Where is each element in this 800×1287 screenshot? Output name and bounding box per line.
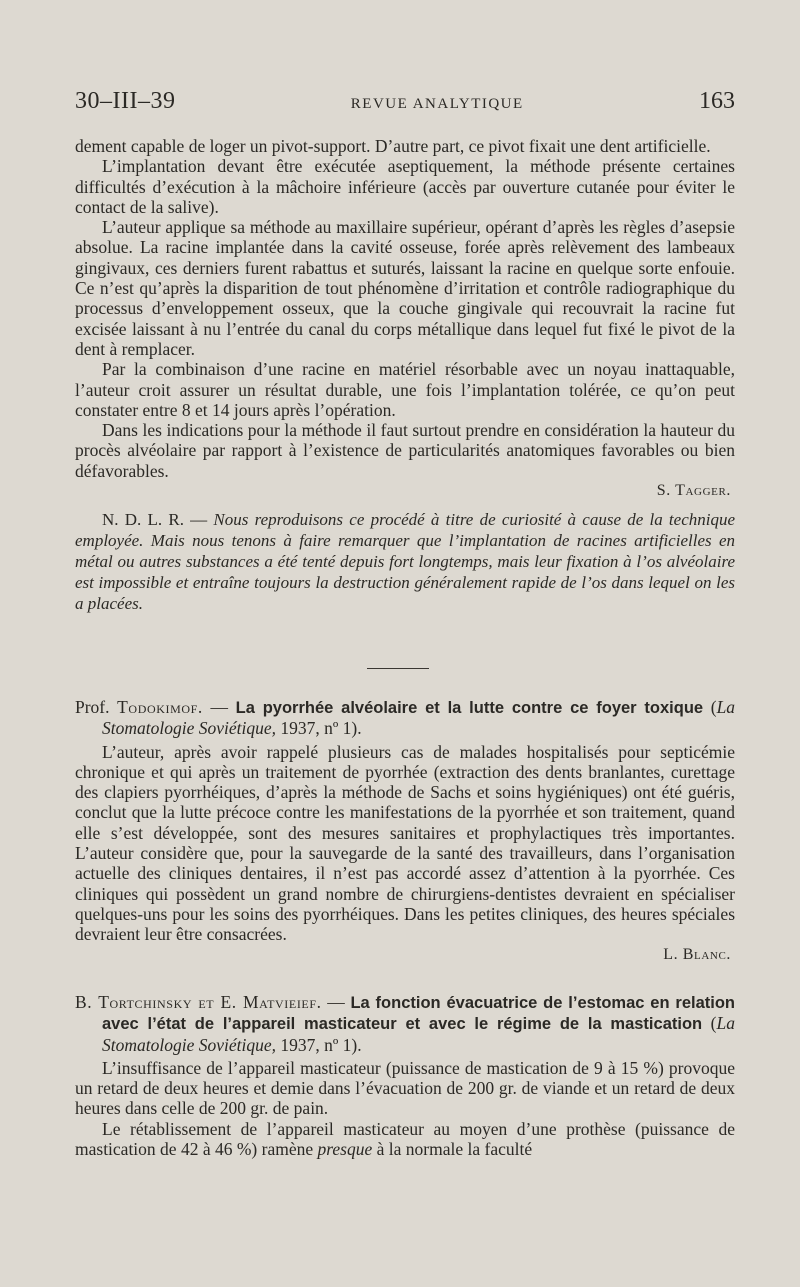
editor-note-label: N. D. L. R. —	[102, 510, 208, 530]
author-prefix: Prof.	[75, 697, 110, 717]
article-title: La pyorrhée alvéolaire et la lutte contre ce foyer toxique	[235, 699, 704, 717]
article-author: Todokimof.	[117, 697, 203, 717]
article-heading: Prof. Todokimof. — La pyorrhée alvéolaire et la lutte contre ce foyer toxique (La Stomatologie Soviétique, 1937, nº 1).	[75, 697, 736, 739]
author-signature: L. Blanc.	[663, 945, 731, 963]
paragraph: Dans les indications pour la méthode il faut surtout prendre en considération la hauteur du procès alvéolaire par rapport à l’existence de particularités anatomiques favorables ou bien défavorables.	[75, 420, 735, 481]
paragraph	[75, 1119, 735, 1160]
article-title: La fonction évacuatrice de l’estomac en relation avec l’état de l’appareil masticateur et avec le régime de la mastication	[102, 994, 736, 1034]
issue-date: 30–III–39	[75, 88, 176, 114]
text-run: à la normale la faculté	[376, 1139, 533, 1160]
journal-ref: 1937, nº 1).	[280, 718, 362, 739]
paragraph: Par la combinaison d’une racine en matériel résorbable avec un noyau inattaquable, l’auteur croit assurer un résultat durable, une fois l’implantation tolérée, ce qu’on peut constater entre 8 et 14 jours après l’opération.	[75, 359, 735, 420]
running-header	[75, 88, 735, 115]
paragraph: L’auteur applique sa méthode au maxillaire supérieur, opérant d’après les règles d’asepsie absolue. La racine implantée dans la cavité osseuse, forée après relèvement des lambeaux gingivaux, ces derniers furent rabattus et suturés, laissant la racine en quelque sorte enfouie. Ce n’est qu’après la disparition de tout phénomène d’irritation et contrôle radiographique du processus d’enveloppement osseux, que la couche gingivale qui recouvrait la racine fut excisée laissant à nu l’entrée du canal du corps métallique dans lequel fut fixé le pivot de la dent à remplacer.	[75, 217, 735, 359]
heading-dash: —	[210, 697, 229, 717]
author-signature: S. Tagger.	[656, 482, 731, 500]
journal-name: La Stomatologie Soviétique,	[102, 697, 736, 739]
emphasis: presque	[317, 1139, 373, 1160]
editor-note-text: Nous reproduisons ce procédé à titre de curiosité à cause de la technique employée. Mais nous tenons à faire remarquer que l’implantation de racines artificielles en métal ou autres substances a été tenté depuis fort longtemps, mais leur fixation à l’os alvéolaire est impossible et entraîne toujours la destruction généralement rapide de l’os dans lequel on les a placées.	[75, 510, 736, 614]
journal-title: REVUE ANALYTIQUE	[350, 96, 524, 112]
paragraph: L’auteur, après avoir rappelé plusieurs cas de malades hospitalisés pour septicémie chronique et qui après un traitement de pyorrhée (extraction des dents branlantes, curettage des clapiers pyorrhéiques, d’après la méthode de Sachs et soins hygiéniques) ont été guéris, conclut que la lutte précoce contre les manifestations de la pyorrhée et son traitement, quand elle s’est développée, sont des mesures sanitaires et prophylactiques très importantes. L’auteur considère que, pour la sauvegarde de la santé des travailleurs, dans l’organisation actuelle des cliniques dentaires, il n’est pas accordé assez d’attention à la pyorrhée. Ces cliniques qui possèdent un grand nombre de chirurgiens-dentistes devraient en spécialiser quelques-uns pour les soins des pyorrhéiques. Dans les petites cliniques, des heures spéciales devraient leur être consacrées.	[75, 741, 735, 945]
page-number: 163	[698, 88, 735, 114]
article-implantation	[75, 136, 735, 614]
article-pyorrhee	[75, 697, 735, 965]
paragraph: dement capable de loger un pivot-support. D’autre part, ce pivot fixait une dent artificielle.	[75, 136, 711, 156]
article-authors: B. Tortchinsky et E. Matvieief.	[75, 992, 322, 1012]
article-fonction-evacuatrice	[75, 992, 735, 1159]
text-run: Le rétablissement de l’appareil masticateur au moyen d’une prothèse (puissance de mastication de 42 à 46 %) ramène	[75, 1118, 735, 1160]
journal-name: La Stomatologie Soviétique,	[102, 1013, 735, 1055]
heading-dash: —	[327, 992, 345, 1012]
editor-note	[75, 509, 735, 614]
journal-ref: 1937, nº 1).	[280, 1034, 362, 1055]
paragraph: L’insuffisance de l’appareil masticateur (puissance de mastication de 9 à 15 %) provoque un retard de deux heures et demie dans l’évacuation de 200 gr. de viande et un retard de deux heures dans celle de 200 gr. de pain.	[75, 1057, 735, 1119]
section-divider	[367, 668, 429, 669]
paragraph: L’implantation devant être exécutée aseptiquement, la méthode présente certaines difficultés d’exécution à la mâchoire inférieure (accès par ouverture cutanée pour éviter le contact de la salive).	[75, 156, 735, 217]
article-heading: B. Tortchinsky et E. Matvieief. — La fonction évacuatrice de l’estomac en relation avec l’état de l’appareil masticateur et avec le régime de la mastication (La Stomatologie Soviétique, 1937, nº 1).	[75, 992, 736, 1055]
